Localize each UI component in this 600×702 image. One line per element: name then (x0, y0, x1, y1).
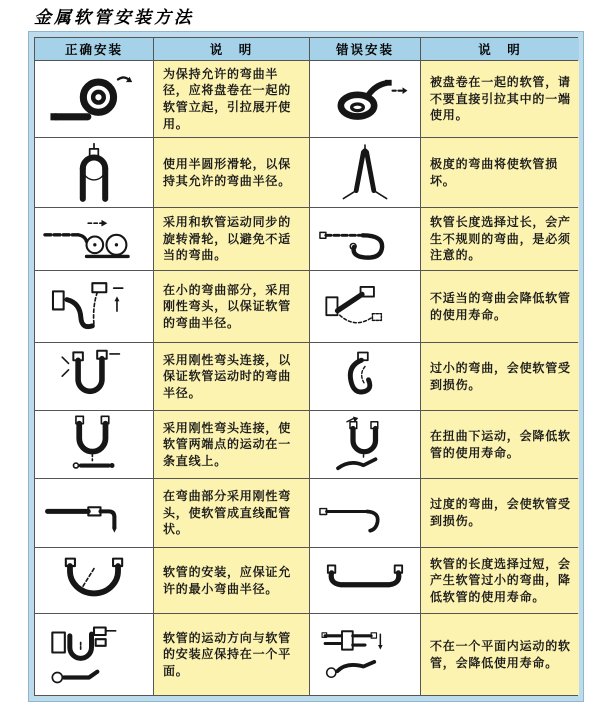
improper-bend-icon (320, 278, 410, 336)
correct-desc-text: 软管的安装，应保证允许的最小弯曲半径。 (163, 564, 292, 596)
correct-desc-text: 使用半圆形滑轮，以保持其允许的弯曲半径。 (163, 156, 292, 188)
wrong-desc-text: 软管的长度选择过短，会产生软管过小的弯曲，降低软管的使用寿命。 (430, 556, 571, 604)
single-plane-icon (44, 618, 144, 692)
wrong-desc-cell (421, 271, 579, 342)
wrong-desc-text: 过度的弯曲，会使软管受到损伤。 (430, 497, 571, 528)
min-radius-u-icon (44, 552, 144, 610)
inline-u-motion-icon (44, 413, 144, 477)
correct-image-cell (35, 614, 153, 695)
header-correct-install: 正确安装 (35, 38, 153, 60)
wrong-image-cell (310, 208, 420, 270)
wrong-image-cell (310, 614, 420, 695)
sync-rollers-icon (40, 212, 148, 266)
wrong-desc-text: 不适当的弯曲会降低软管的使用寿命。 (430, 290, 571, 322)
wrong-image-cell (310, 138, 420, 207)
wrong-desc-cell (421, 208, 579, 270)
pulled-coil-icon (319, 69, 411, 129)
wrong-desc-cell (421, 61, 579, 137)
correct-desc-cell (154, 411, 309, 478)
correct-desc-text: 在弯曲部分采用刚性弯头，使软管成直线配管状。 (163, 489, 292, 537)
correct-desc-cell (154, 479, 309, 547)
rigid-elbow-bend-icon (44, 275, 144, 339)
wrong-image-cell (310, 271, 420, 342)
correct-image-cell (35, 479, 153, 547)
correct-desc-cell (154, 61, 309, 137)
page-title: 金属软管安装方法 (34, 8, 194, 28)
correct-image-cell (35, 411, 153, 478)
wrong-desc-text: 极度的弯曲将使软管损坏。 (430, 156, 559, 188)
correct-image-cell (35, 61, 153, 137)
header-wrong-install: 错误安装 (310, 38, 420, 60)
correct-desc-text: 软管的运动方向与软管的安装应保持在一个平面。 (163, 630, 292, 678)
wrong-desc-cell (421, 548, 579, 613)
correct-desc-text: 为保持允许的弯曲半径，应将盘卷在一起的软管立起，引拉展开使用。 (163, 66, 292, 131)
wrong-desc-cell (421, 138, 579, 207)
header-explanation-left: 说 明 (154, 38, 309, 60)
correct-image-cell (35, 343, 153, 410)
straight-run-elbow-icon (41, 489, 147, 537)
correct-image-cell (35, 548, 153, 613)
short-hose-icon (317, 555, 413, 607)
wrong-image-cell (310, 61, 420, 137)
correct-desc-cell (154, 208, 309, 270)
header-explanation-right: 说 明 (421, 38, 579, 60)
wrong-image-cell (310, 411, 420, 478)
correct-desc-text: 在小的弯曲部分，采用刚性弯头，以保证软管的弯曲半径。 (163, 282, 292, 330)
sharp-fold-icon (321, 143, 409, 203)
correct-desc-cell (154, 548, 309, 613)
wrong-desc-cell (421, 614, 579, 695)
wrong-desc-text: 软管长度选择过长，会产生不规则的弯曲，是必须注意的。 (430, 215, 571, 263)
wrong-desc-cell (421, 343, 579, 410)
overbent-corner-icon (317, 491, 413, 535)
wrong-desc-cell (421, 479, 579, 547)
wrong-image-cell (310, 479, 420, 547)
pulley-guide-icon (44, 142, 144, 204)
correct-desc-text: 采用刚性弯头连接，使软管两端点的运动在一条直线上。 (163, 420, 292, 468)
wrong-desc-cell (421, 411, 579, 478)
correct-image-cell (35, 138, 153, 207)
elbow-u-connection-icon (44, 346, 144, 408)
tight-s-bend-icon (323, 347, 407, 407)
correct-image-cell (35, 271, 153, 342)
standing-coil-icon (43, 67, 145, 131)
wrong-desc-text: 在扭曲下运动，会降低软管的使用寿命。 (430, 428, 571, 460)
wrong-image-cell (310, 548, 420, 613)
wrong-desc-text: 不在一个平面内运动的软管，会降低使用寿命。 (430, 638, 571, 670)
installation-table (34, 37, 578, 696)
multi-plane-icon (319, 620, 411, 690)
table-frame (28, 31, 584, 702)
correct-desc-cell (154, 271, 309, 342)
correct-desc-text: 采用和软管运动同步的旋转滑轮，以避免不适当的弯曲。 (163, 215, 292, 263)
correct-desc-cell (154, 343, 309, 410)
twisted-u-icon (320, 415, 410, 475)
correct-desc-cell (154, 614, 309, 695)
wrong-image-cell (310, 343, 420, 410)
overlong-hose-icon (317, 214, 413, 264)
wrong-desc-text: 过小的弯曲，会使软管受到损伤。 (430, 360, 571, 392)
correct-desc-text: 采用刚性弯头连接，以保证软管运动时的弯曲半径。 (163, 352, 292, 400)
correct-desc-cell (154, 138, 309, 207)
correct-image-cell (35, 208, 153, 270)
wrong-desc-text: 被盘卷在一起的软管，请不要直接引拉其中的一端使用。 (430, 75, 571, 123)
